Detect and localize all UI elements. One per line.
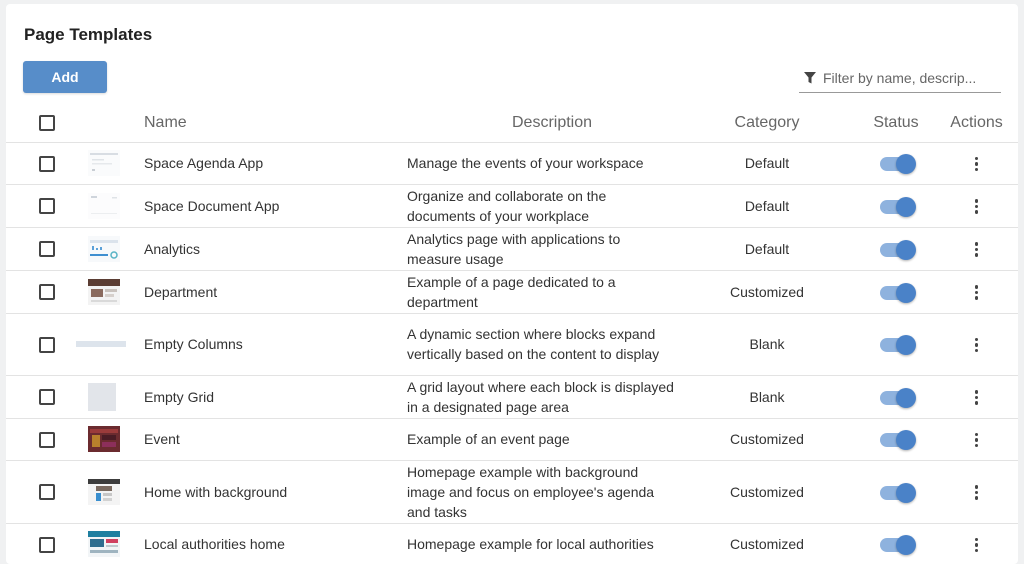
- template-category: Default: [677, 227, 857, 270]
- table-row: [6, 375, 1018, 418]
- status-toggle[interactable]: [880, 200, 912, 214]
- template-description: Example of an event page: [407, 418, 677, 460]
- template-thumbnail: [88, 150, 120, 176]
- status-toggle[interactable]: [880, 486, 912, 500]
- template-category: Customized: [677, 523, 857, 564]
- template-category: Customized: [677, 460, 857, 523]
- table-row: [6, 184, 1018, 227]
- template-description: Organize and collaborate on the documents of your workplace: [407, 184, 677, 227]
- row-checkbox[interactable]: [39, 484, 55, 500]
- template-category: Customized: [677, 270, 857, 313]
- status-toggle[interactable]: [880, 338, 912, 352]
- filter-icon: [803, 71, 817, 85]
- template-thumbnail: [88, 383, 116, 411]
- more-actions-icon[interactable]: [975, 538, 979, 553]
- header-actions: Actions: [935, 104, 1018, 142]
- row-checkbox[interactable]: [39, 284, 55, 300]
- row-checkbox[interactable]: [39, 389, 55, 405]
- template-thumbnail: [88, 531, 120, 557]
- template-description: Analytics page with applications to measure usage: [407, 227, 677, 270]
- more-actions-icon[interactable]: [975, 157, 979, 172]
- template-description: Homepage example with background image and focus on employee's agenda and tasks: [407, 460, 677, 523]
- status-toggle[interactable]: [880, 157, 912, 171]
- template-thumbnail: [88, 279, 120, 305]
- more-actions-icon[interactable]: [975, 390, 979, 405]
- header-name[interactable]: Name: [144, 104, 407, 142]
- template-name[interactable]: Space Document App: [144, 184, 407, 227]
- more-actions-icon[interactable]: [975, 485, 979, 500]
- template-name[interactable]: Department: [144, 270, 407, 313]
- table-header-row: [6, 104, 1018, 142]
- template-name[interactable]: Home with background: [144, 460, 407, 523]
- templates-table: [6, 104, 1018, 564]
- template-category: Default: [677, 142, 857, 184]
- select-all-checkbox[interactable]: [39, 115, 55, 131]
- template-category: Blank: [677, 313, 857, 375]
- template-name[interactable]: Space Agenda App: [144, 142, 407, 184]
- template-description: A dynamic section where blocks expand vertically based on the content to display: [407, 313, 677, 375]
- table-row: [6, 460, 1018, 523]
- more-actions-icon[interactable]: [975, 338, 979, 353]
- table-row: [6, 270, 1018, 313]
- status-toggle[interactable]: [880, 433, 912, 447]
- template-thumbnail: [88, 426, 120, 452]
- template-category: Default: [677, 184, 857, 227]
- template-name[interactable]: Local authorities home: [144, 523, 407, 564]
- page-title: Page Templates: [24, 25, 153, 44]
- more-actions-icon[interactable]: [975, 242, 979, 257]
- status-toggle[interactable]: [880, 538, 912, 552]
- template-thumbnail: [88, 193, 120, 219]
- template-thumbnail: [88, 236, 120, 262]
- template-description: Example of a page dedicated to a department: [407, 270, 677, 313]
- header-description: Description: [407, 104, 677, 142]
- template-name[interactable]: Event: [144, 418, 407, 460]
- page-templates-card: [6, 4, 1018, 564]
- row-checkbox[interactable]: [39, 156, 55, 172]
- table-row: [6, 418, 1018, 460]
- template-description: Homepage example for local authorities: [407, 523, 677, 564]
- template-thumbnail: [88, 479, 120, 505]
- template-category: Blank: [677, 375, 857, 418]
- row-checkbox[interactable]: [39, 337, 55, 353]
- template-name[interactable]: Empty Columns: [144, 313, 407, 375]
- template-name[interactable]: Empty Grid: [144, 375, 407, 418]
- more-actions-icon[interactable]: [975, 199, 979, 214]
- table-row: [6, 142, 1018, 184]
- table-row: [6, 523, 1018, 564]
- template-thumbnail: [76, 341, 126, 347]
- status-toggle[interactable]: [880, 286, 912, 300]
- more-actions-icon[interactable]: [975, 285, 979, 300]
- more-actions-icon[interactable]: [975, 433, 979, 448]
- template-category: Customized: [677, 418, 857, 460]
- table-row: [6, 313, 1018, 375]
- table-row: [6, 227, 1018, 270]
- header-status: Status: [857, 104, 935, 142]
- filter-input[interactable]: [823, 70, 993, 86]
- template-description: Manage the events of your workspace: [407, 142, 677, 184]
- row-checkbox[interactable]: [39, 198, 55, 214]
- filter-box: [799, 63, 1001, 93]
- template-name[interactable]: Analytics: [144, 227, 407, 270]
- template-description: A grid layout where each block is displayed in a designated page area: [407, 375, 677, 418]
- status-toggle[interactable]: [880, 243, 912, 257]
- row-checkbox[interactable]: [39, 432, 55, 448]
- add-button[interactable]: Add: [23, 61, 107, 93]
- row-checkbox[interactable]: [39, 241, 55, 257]
- status-toggle[interactable]: [880, 391, 912, 405]
- row-checkbox[interactable]: [39, 537, 55, 553]
- header-category[interactable]: Category: [677, 104, 857, 142]
